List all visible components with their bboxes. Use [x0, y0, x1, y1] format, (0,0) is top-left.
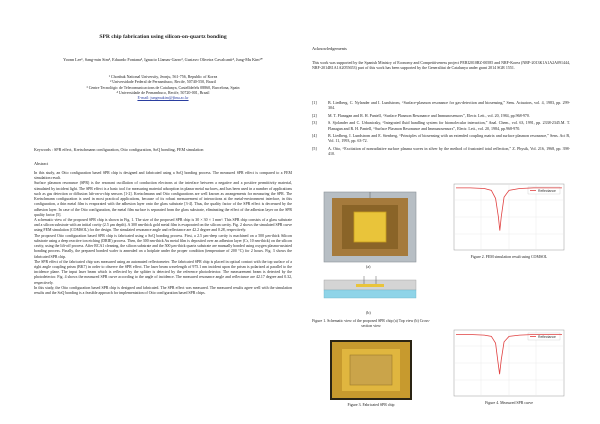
fig1-caption: Figure 1. Schematic view of the proposed SPR chip (a) Top view (b) Cross-section view: [312, 319, 430, 328]
paper-title: SPR chip fabrication using silicon-on-quartz bonding: [99, 34, 227, 40]
reference-item: [3] S. Sjolander and C. Urbaniczky, “Integrated fluid handling system for biomolecular interaction,” Anal. Chem., vol. 63, 1991, pp. 2338-2345.M. T. Flanagan and R. H. Pantell, “Surface Plasmon Resonance and Immunosensors”, Electr. Lett., vol. 20, 1984, pp.968-970.: [312, 120, 570, 131]
abstract-paragraph: In this study, an Otto configuration based SPR chip is designed and fabricated using a SoQ bonding process. The measured SPR effect is compared to a FEM simulation result.: [34, 171, 292, 181]
fig2-legend-label: Reflectance: [538, 189, 556, 193]
reference-item: [4] B. Liedberg, I. Lundstrom and E. Stenberg, “Principles of biosensing with an extended coupling matrix and surface plasmon resonance,” Sens. Act B, Vol. 11, 1993, pp. 63-72.: [312, 133, 570, 144]
affiliation-4: ⁴ Universidade de Pernambuco, Recife, 50720-001, Brazil: [116, 89, 210, 95]
abstract-paragraph: In this study, the Otto configuration based SPR chip is designed and fabricated. The SPR effect was measured. The measured results agree well with the simulation results and the SoQ bonding is a feasible approach for implementation of Otto configuration based SPR chips.: [34, 285, 292, 296]
reference-item: [5] A. Otto, “Excitation of nonradiative surface plasma waves in silver by the method of frustrated total reflection,” Z. Physik, Vol. 216, 1968, pp. 398-410.: [312, 146, 570, 157]
fig4-legend-label: Reflectance: [538, 335, 556, 339]
abstract-body: [34, 171, 292, 296]
author-list: Yoonn Lee¹, Sang-min Sim², Eduardo Fontana², Ignacio Llamas-Garro³, Gustavo Oliveira Cavalcanti⁴, Jung-Mu Kim¹*: [63, 57, 263, 62]
email-link[interactable]: E-mail: jungmukim@jbnu.ac.kr: [137, 95, 189, 101]
affiliations: [34, 74, 292, 100]
affiliation-1: ¹ Chonbuk National University, Jeonju, 561-756, Republic of Korea: [108, 74, 218, 79]
acknowledgements-heading: Acknowledgements: [312, 46, 347, 51]
fig1a-label: (a): [366, 264, 371, 269]
abstract-paragraph: Surface plasmon resonance (SPR) is the resonant oscillation of conduction electrons at the interface between a negative and a positive permittivity material, stimulated by incident light. The SPR effect is a basic tool for measuring material adsorption in planar metal surfaces, and has been used in a number of applications such as gas detection or diffusion lab-on-a-chip sensors [1-2]. Kretschmann and Otto configurations are well known as arrangements for measuring the SPR. The Kretschmann configuration is used in most practical applications, because of its robust measurement of interactions at the metal-environment interface, in this configuration, a thin metal film is evaporated with the adhesion layer onto the glass substrate [3-4]. Thus, the quality factor of the SPR effect is decreased by the adhesion layer. In case of the Otto configuration, the metal film surface is separated from the glass substrate, eliminating the effect of the adhesion layer on the SPR quality factor [5].: [34, 181, 292, 217]
fig2-caption: Figure 2. FEM simulation result using COMSOL: [470, 255, 548, 259]
fig1a-top-view: [324, 192, 416, 262]
keywords: Keywords : SPR effect, Kretschmann configuration, Otto configuration, SoQ bonding, FEM simulation: [34, 147, 204, 152]
fig4-caption: Figure 4. Measured SPR curve: [485, 401, 533, 405]
abstract-paragraph: The SPR effect of the fabricated chip was measured using an automated reflectometer. The fabricated SPR chip is placed in optical contact with the top surface of a right angle coupling prism (BK7) in order to observe the SPR effect. The laser beam wavelength of 975.1 nm incident upon the prism is polarized at parallel to the incidence plane. The input laser beam which is reflected by the splitter is detected by the reference photodetector. The measurement beam is detected by the photodetector. Fig. 4 shows the measured SPR curve according to the angle of incidence. The measured resonance angle and reflectance are 42.17 degree and 0.32, respectively.: [34, 259, 292, 285]
affiliation-3: ³ Centre Tecnològic de Telecomunicacions de Catalunya, Castelldefels 08860, Barcelona, Spain: [86, 84, 240, 90]
fig4-chart: [454, 330, 564, 396]
reference-list: [312, 100, 570, 159]
affiliation-2: ² Universidade Federal de Pernambuco, Recife, 50740-550, Brazil: [110, 79, 216, 85]
fig1b-label: (b): [366, 310, 371, 315]
reference-item: [1] B. Liedberg, C. Nylander and I. Lundstrom, “Surface-plasmon resonance for gas-detection and biosensing,” Sens. Actuators, vol. 4, 1983, pp. 299-304.: [312, 100, 570, 111]
reference-item: [2] M. T. Flanagan and R. H. Pantell, “Surface Plasmon Resonance and Immunosensors”, Electr. Lett., vol. 20, 1984, pp.968-970.: [312, 112, 530, 118]
abstract-paragraph: The proposed Otto configuration based SPR chip is fabricated using a SoQ bonding process. First, a 2.5 μm-deep cavity is machined on a 500 μm-thick Silicon substrate using a deep reactive ion etching (DRIE) process. Then, the 300 nm-thick Au metal film is deposited over an adhesion layer (Cr, 10 nm-thick) on the silicon cavity, using the lift-off process. After RCA1 cleaning, the silicon substrate and the 500 μm-thick quartz substrate are manually bonded using oxygen plasma-assisted bonding process. Finally, the prepared bonded wafer is annealed on a hotplate under the proper condition (temperature of 200 °C) for 2 hours. Fig. 3 shows the fabricated SPR chip.: [34, 233, 292, 259]
contact-email[interactable]: [34, 95, 292, 100]
fig1b-cross-section: [324, 276, 416, 306]
abstract-paragraph: A schematic view of the proposed SPR chip is shown in Fig. 1. The size of the proposed SPR chip is 30 × 30 × 1 mm³. This SPR chip consists of a glass substrate and a silicon substrate with an initial cavity (2.5 μm depth). A 300 nm-thick gold metal film is evaporated on the silicon cavity. Fig. 2 shows the simulated SPR curve using FEM simulation (COMSOL) for the design. The simulated resonance angle and reflectance are 42.2 degree and 0.28, respectively.: [34, 217, 292, 233]
fig3-chip-photo: [330, 340, 412, 400]
acknowledgements-text: This work was supported by the Spanish Ministry of Economy and Competitiveness project PERI2010RZ-00585 and NRF-Korea (NRF-2013K1A1A2A091444, NRF-2014R1A1A2055653) part of this work has been supported by the Generalitat de Catalunya under grant 2014 SGR 1551.: [312, 60, 570, 71]
abstract-heading: Abstract: [34, 161, 49, 166]
fig2-chart: [454, 184, 564, 250]
fig3-caption: Figure 3. Fabricated SPR chip: [347, 403, 395, 407]
